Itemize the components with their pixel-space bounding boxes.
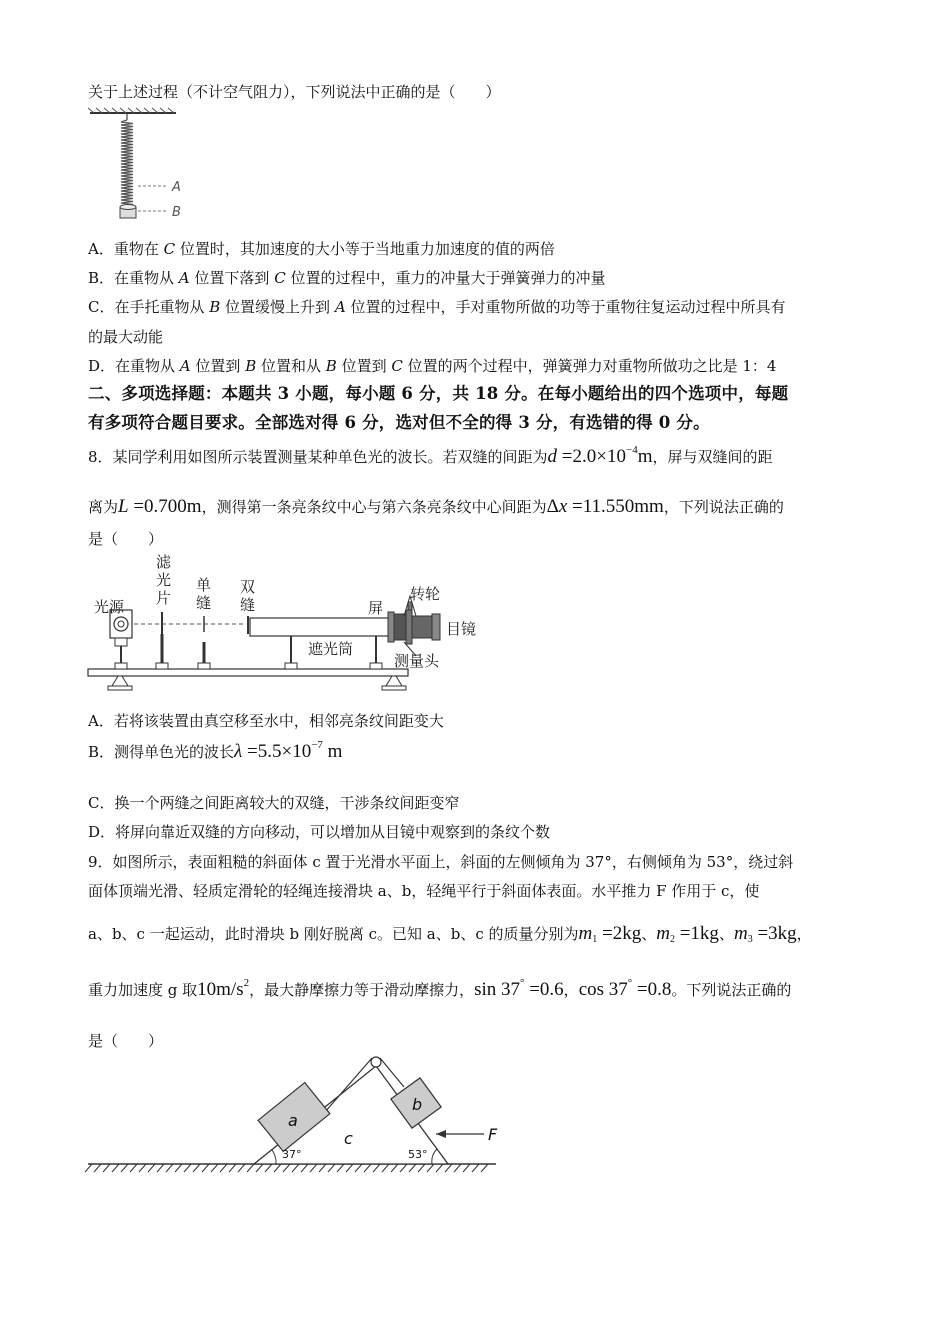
label-light-source: 光源 <box>94 598 125 616</box>
label-screen: 屏 <box>368 599 384 617</box>
label-wedge-c: c <box>344 1129 353 1148</box>
incline-figure <box>86 1050 506 1180</box>
label-a: A <box>172 180 181 195</box>
q8-stem-line1: 8．某同学利用如图所示装置测量某种单色光的波长。若双缝的间距为$d =2.0\times 10^{-4}m$，屏与双缝间的距 <box>88 444 773 467</box>
q9-stem-line5: 是（ ） <box>88 1032 164 1050</box>
q8-stem-line2: 离为L =0.700m，测得第一条亮条纹中心与第六条亮条纹中心间距为Δx =11.550mm，下列说法正确的 <box>88 496 784 517</box>
label-eyepiece: 目镜 <box>446 620 477 638</box>
label-filter-2: 光 <box>156 571 172 589</box>
option-b: B．在重物从 A 位置下落到 C 位置的过程中，重力的冲量大于弹簧弹力的冲量 <box>88 269 606 287</box>
question-stem-tail: 关于上述过程（不计空气阻力），下列说法中正确的是（ ） <box>88 83 501 101</box>
double-slit-apparatus-figure <box>86 552 506 702</box>
q8-option-c: C．换一个两缝之间距离较大的双缝，干涉条纹间距变窄 <box>88 794 460 812</box>
label-double-slit-2: 缝 <box>240 596 256 614</box>
q9-stem-line4: 重力加速度 g 取$10m/s^2$，最大静摩擦力等于滑动摩擦力，sin 37° =0.6，cos 37° =0.8。下列说法正确的 <box>88 977 792 1000</box>
q8-option-b: B．测得单色光的波长$\lambda =5.5\times 10^{-7}$ m <box>88 739 343 762</box>
label-b: B <box>172 205 181 220</box>
option-d: D．在重物从 A 位置到 B 位置和从 B 位置到 C 位置的两个过程中，弹簧弹力对重物所做功之比是 1：4 <box>88 357 777 375</box>
label-wheel: 转轮 <box>410 585 441 603</box>
label-filter-1: 滤 <box>156 553 172 571</box>
section-heading-line2: 有多项符合题目要求。全部选对得 6 分，选对但不全的得 3 分，有选错的得 0 分。 <box>88 413 710 432</box>
q8-option-a: A．若将该装置由真空移至水中，相邻亮条纹间距变大 <box>88 712 444 730</box>
label-angle-53: 53° <box>408 1148 428 1161</box>
q8-option-d: D．将屏向靠近双缝的方向移动，可以增加从目镜中观察到的条纹个数 <box>88 823 551 841</box>
section-heading-line1: 二、多项选择题：本题共 3 小题，每小题 6 分，共 18 分。在每小题给出的四个选项中，每题 <box>88 384 789 403</box>
label-angle-37: 37° <box>282 1148 302 1161</box>
spring-figure <box>86 108 206 226</box>
label-block-a: a <box>288 1111 298 1130</box>
option-a: A．重物在 C 位置时，其加速度的大小等于当地重力加速度的值的两倍 <box>88 240 555 258</box>
label-filter-3: 片 <box>156 589 172 607</box>
q9-stem-line3: a、b、c 一起运动，此时滑块 b 刚好脱离 c。已知 a、b、c 的质量分别为$m_1 =2kg$、$m_2 =1kg$、$m_3 =3kg$， <box>88 923 812 945</box>
label-single-slit-1: 单 <box>196 576 212 594</box>
label-force-f: F <box>488 1125 498 1144</box>
q9-stem-line2: 面体顶端光滑、轻质定滑轮的轻绳连接滑块 a、b，轻绳平行于斜面体表面。水平推力 F 作用于 c，使 <box>88 882 760 900</box>
label-double-slit-1: 双 <box>240 578 256 596</box>
option-c: C．在手托重物从 B 位置缓慢上升到 A 位置的过程中，手对重物所做的功等于重物往复运动过程中所具有 <box>88 298 786 316</box>
label-block-b: b <box>412 1095 423 1114</box>
label-tube: 遮光筒 <box>308 640 354 658</box>
label-head: 测量头 <box>394 652 440 670</box>
q8-stem-line3: 是（ ） <box>88 530 164 548</box>
option-c-continued: 的最大动能 <box>88 328 164 346</box>
q9-stem-line1: 9．如图所示，表面粗糙的斜面体 c 置于光滑水平面上，斜面的左侧倾角为 37°，右侧倾角为 53°，绕过斜 <box>88 853 794 871</box>
label-single-slit-2: 缝 <box>196 594 212 612</box>
